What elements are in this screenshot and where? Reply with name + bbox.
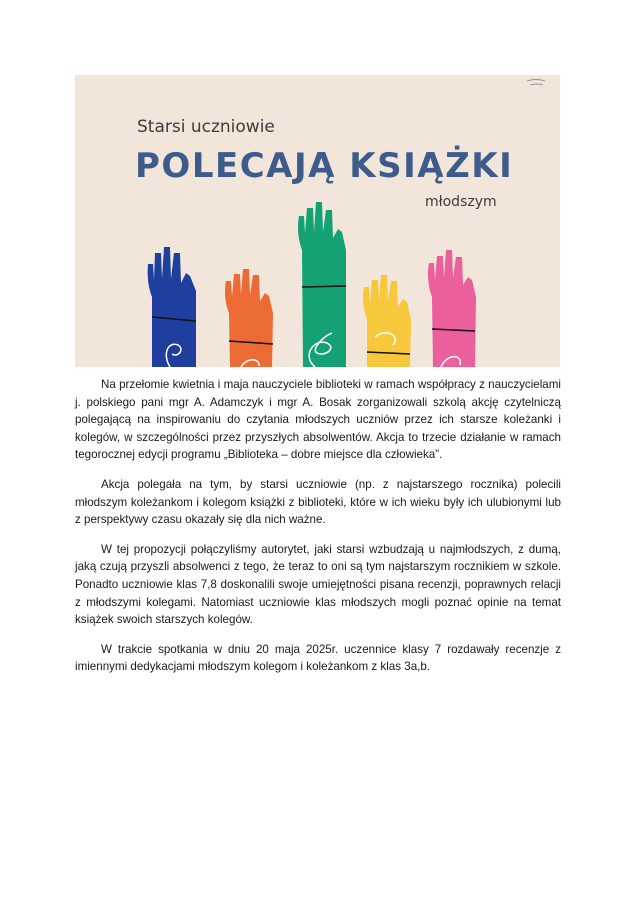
orange-hand-illustration <box>225 269 273 367</box>
banner-title: POLECAJĄ KSIĄŻKI <box>135 146 514 186</box>
decoration-lines <box>527 80 545 86</box>
banner-tagline: młodszym <box>425 194 497 210</box>
green-hand-illustration <box>298 202 346 367</box>
banner-illustration <box>75 75 560 367</box>
paragraph-4: W trakcie spotkania w dniu 20 maja 2025r. uczennice klasy 7 rozdawały recenzje z imiennymi dedykacjami młodszym kolegom i koleżankom z klas 3a,b. <box>75 642 561 674</box>
pink-hand-illustration <box>428 250 476 367</box>
paragraph-1: Na przełomie kwietnia i maja nauczyciele biblioteki w ramach współpracy z nauczycielami j. polskiego pani mgr A. Adamczyk i mgr A. Bosak zorganizowali szkolą akcję czytelniczą polegającą na inspirowaniu do czytania młodszych uczniów przez ich starsze koleżanki i kolegów, w szczególności przez przyszłych absolwentów. Akcja to trzecie działanie w ramach tegorocznej edycji programu „Biblioteka – dobre miejsce dla człowieka”. <box>75 378 561 462</box>
paragraph-3: W tej propozycji połączyliśmy autorytet, jaki starsi wzbudzają u najmłodszych, z dumą, jaką czują przyszli absolwenci z tego, że teraz to oni są tym najstarszym rocznikiem w szkole. Ponadto uczniowie klas 7,8 doskonalili swoje umiejętności pisana recenzji, poprawnych relacji z młodszymi kolegami. Natomiast uczniowie klas młodszych mogli poznać opinie na temat książek swoich starszych kolegów. <box>75 542 561 627</box>
blue-hand-illustration <box>148 247 196 367</box>
banner-subtitle: Starsi uczniowie <box>137 117 275 137</box>
header-banner <box>75 75 560 367</box>
yellow-hand-illustration <box>363 275 411 367</box>
paragraph-2: Akcja polegała na tym, by starsi uczniowie (np. z najstarszego rocznika) polecili młodszym koleżankom i kolegom książki z biblioteki, które w ich wieku były ich ulubionymi lub z perspektywy czasu okazały się dla nich ważne. <box>75 477 561 527</box>
article-body <box>75 376 561 688</box>
